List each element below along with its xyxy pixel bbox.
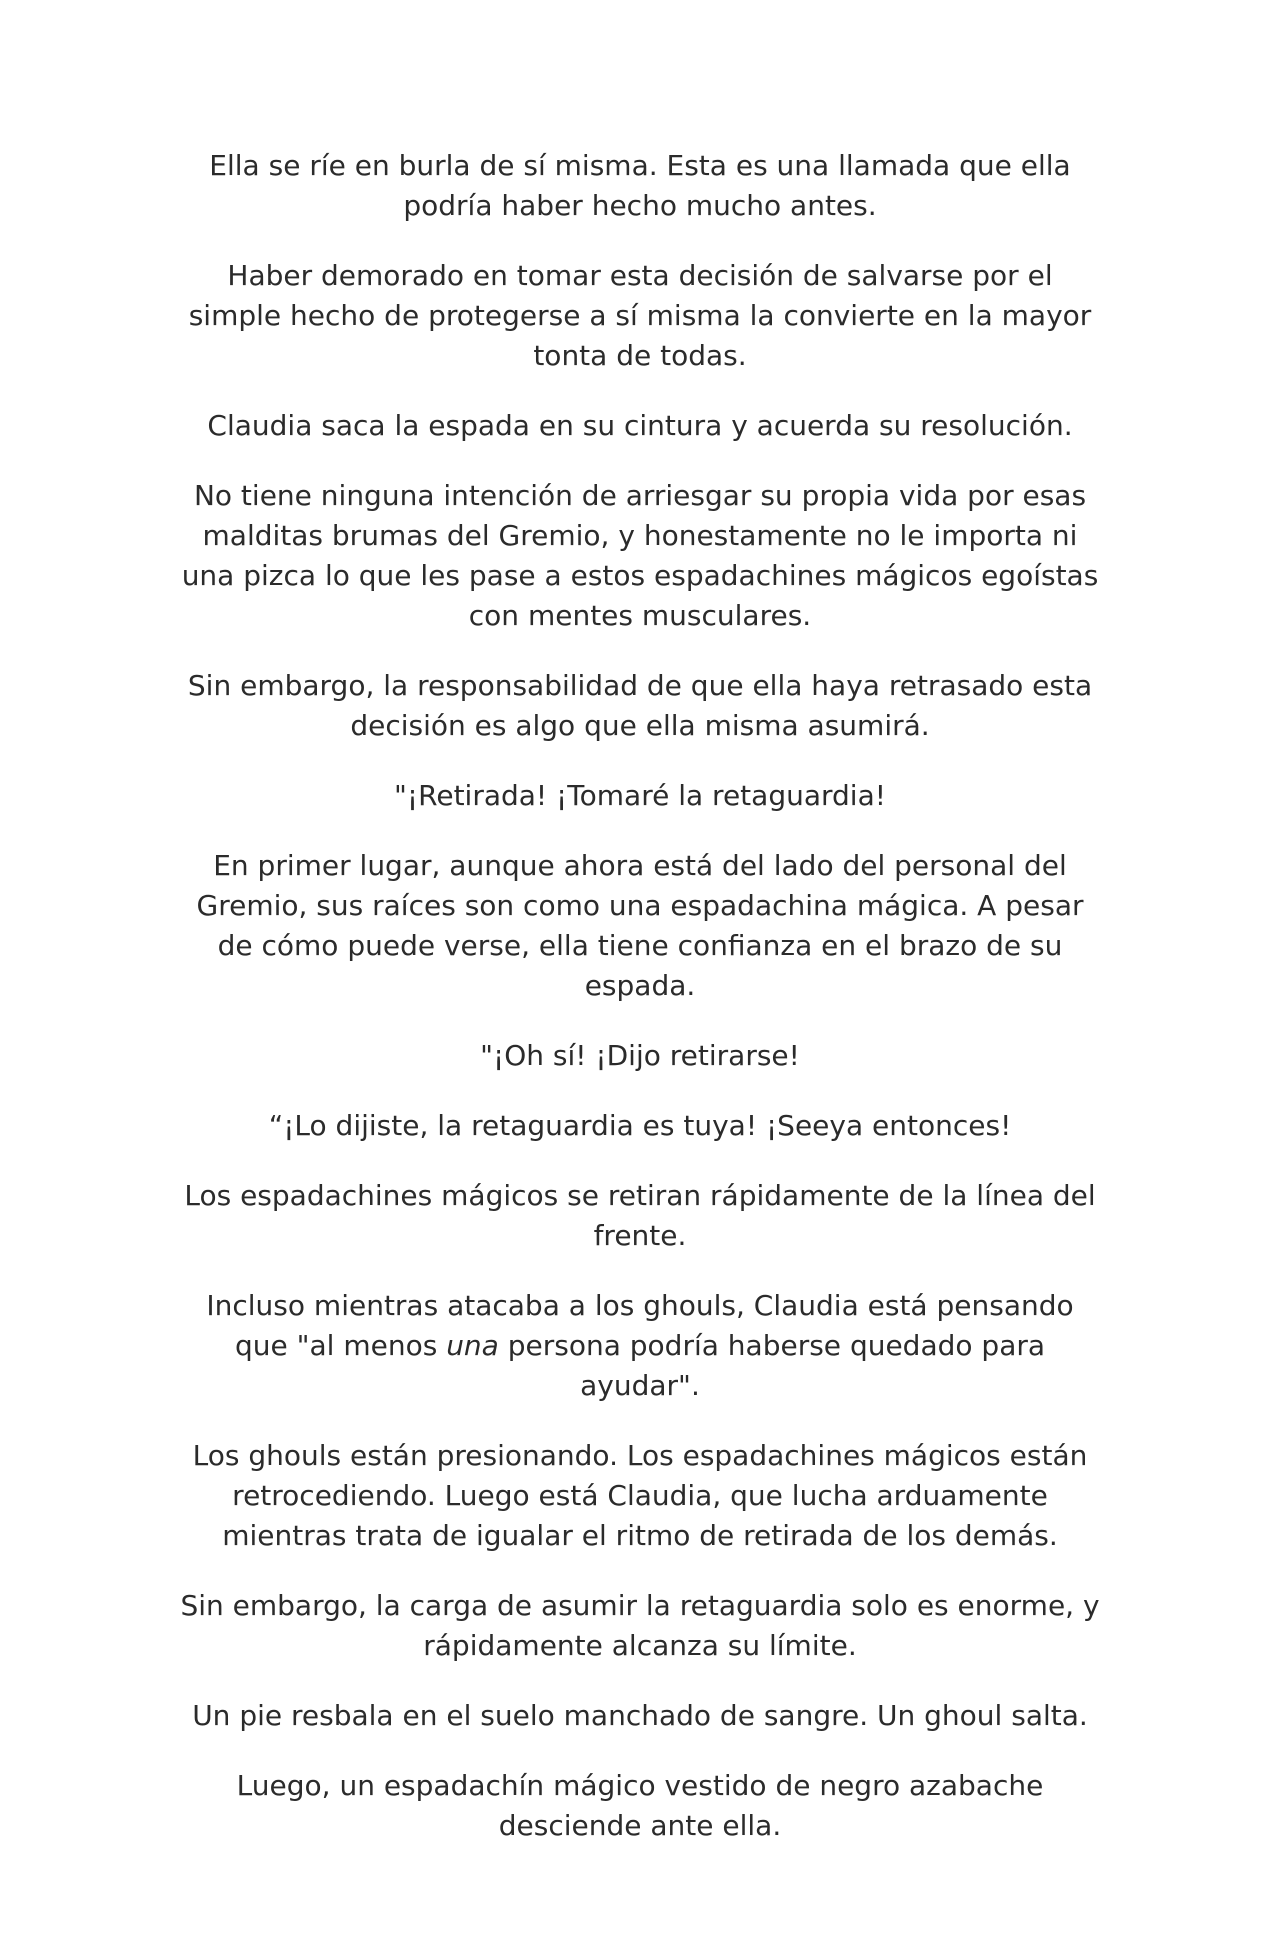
paragraph: "¡Oh sí! ¡Dijo retirarse! bbox=[480, 1039, 800, 1072]
paragraph: Los espadachines mágicos se retiran rápidamente de la línea del frente. bbox=[184, 1179, 1096, 1252]
paragraph-text-before: Incluso mientras atacaba a los ghouls, Claudia está pensando que "al menos bbox=[206, 1289, 1074, 1362]
paragraph-with-emphasis bbox=[180, 1286, 1100, 1406]
paragraph: Los ghouls están presionando. Los espadachines mágicos están retrocediendo. Luego está Claudia, que lucha arduamente mientras trata de igualar el ritmo de retirada de los demás. bbox=[192, 1439, 1088, 1552]
paragraph: Sin embargo, la responsabilidad de que ella haya retrasado esta decisión es algo que ella misma asumirá. bbox=[187, 669, 1093, 742]
paragraph: "¡Retirada! ¡Tomaré la retaguardia! bbox=[394, 779, 886, 812]
emphasized-word: una bbox=[446, 1329, 499, 1362]
paragraph: Claudia saca la espada en su cintura y acuerda su resolución. bbox=[207, 409, 1073, 442]
paragraph: “¡Lo dijiste, la retaguardia es tuya! ¡Seeya entonces! bbox=[268, 1109, 1012, 1142]
paragraph: Un pie resbala en el suelo manchado de sangre. Un ghoul salta. bbox=[192, 1699, 1088, 1732]
paragraph: Luego, un espadachín mágico vestido de negro azabache desciende ante ella. bbox=[236, 1769, 1044, 1842]
paragraph: Sin embargo, la carga de asumir la retaguardia solo es enorme, y rápidamente alcanza su límite. bbox=[180, 1589, 1100, 1662]
document-page bbox=[180, 146, 1100, 1876]
paragraph-text-after: persona podría haberse quedado para ayudar". bbox=[498, 1329, 1046, 1402]
paragraph: En primer lugar, aunque ahora está del lado del personal del Gremio, sus raíces son como una espadachina mágica. A pesar de cómo puede verse, ella tiene confianza en el brazo de su espada. bbox=[196, 849, 1084, 1002]
paragraph: No tiene ninguna intención de arriesgar su propia vida por esas malditas brumas del Gremio, y honestamente no le importa ni una pizca lo que les pase a estos espadachines mágicos egoístas con mentes musculares. bbox=[181, 479, 1099, 632]
paragraph: Haber demorado en tomar esta decisión de salvarse por el simple hecho de protegerse a sí misma la convierte en la mayor tonta de todas. bbox=[188, 259, 1092, 372]
paragraph: Ella se ríe en burla de sí misma. Esta es una llamada que ella podría haber hecho mucho antes. bbox=[209, 149, 1071, 222]
